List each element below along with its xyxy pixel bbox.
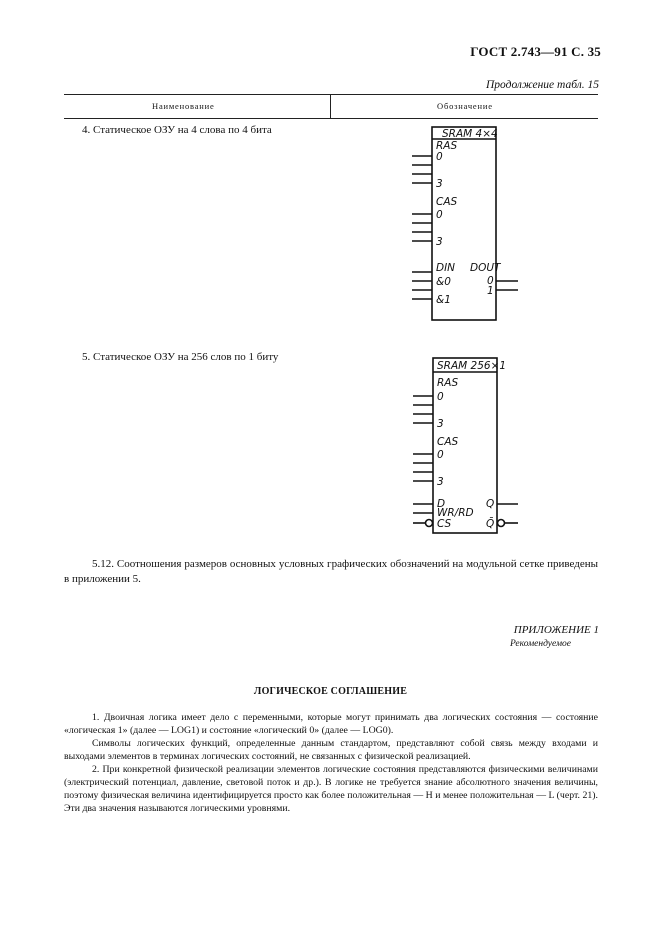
sram-256x1-ras-label: RAS — [437, 377, 459, 389]
sram-4x4-title: SRAM 4×4 — [442, 128, 498, 140]
sram-4x4-out0-label: 0 — [487, 275, 494, 287]
sram-256x1-cas-first: 0 — [437, 449, 444, 461]
sram-4x4-ras-first: 0 — [436, 151, 443, 163]
sram-4x4-cas-label: CAS — [436, 196, 458, 208]
sram-256x1-title: SRAM 256×1 — [437, 360, 507, 372]
table-continuation-label: Продолжение табл. 15 — [486, 79, 599, 91]
clause-5-12-text: 5.12. Соотношения размеров основных условных графических обозначений на модульной сетке приведены в приложении 5. — [64, 558, 598, 585]
sram-256x1-symbol — [400, 350, 530, 540]
sram-4x4-cas-last: 3 — [436, 236, 443, 248]
sram-256x1-ras-first: 0 — [437, 391, 444, 403]
sram-256x1-d-label: D — [437, 498, 446, 510]
sram-256x1-qbar-label: Q̄ — [486, 518, 495, 530]
table-row-name-5: 5. Статическое ОЗУ на 256 слов по 1 биту — [82, 351, 279, 363]
appendix-paragraph-1: 1. Двоичная логика имеет дело с переменными, которые могут принимать два логических состояния — состояние «логическая 1» (далее — LOG1) и состояние «логический 0» (далее — LOG0). — [64, 712, 598, 736]
sram-256x1-q-label: Q — [486, 498, 495, 510]
sram-4x4-ras-label: RAS — [436, 140, 458, 152]
appendix-paragraph-2: Символы логических функций, определенные данным стандартом, представляют собой связь между входами и выходами элементов в терминах логических состояний, не связанных с физической реализацией. — [64, 738, 598, 762]
sram-256x1-cas-last: 3 — [437, 476, 444, 488]
sram-4x4-out1-label: 1 — [487, 285, 494, 297]
appendix-body — [64, 711, 598, 815]
sram-256x1-ras-last: 3 — [437, 418, 444, 430]
appendix-paragraph-3: 2. При конкретной физической реализации элементов логические состояния представляются физическими величинами (электрический потенциал, давление, световой поток и др.). В логике не требуется знание абсолютного значения величины, поэтому физическая величина идентифицируется просто как более положительная — H и менее положительная — L (черт. 21). Эти два значения называются логическими уровнями. — [64, 764, 598, 814]
sram-4x4-symbol — [400, 118, 530, 328]
sram-256x1-wrrd-label: WR/RD — [437, 507, 474, 519]
page-reference: ГОСТ 2.743—91 С. 35 — [470, 44, 601, 59]
appendix-status: Рекомендуемое — [509, 639, 571, 649]
column-header-name: Наименование — [152, 101, 215, 111]
sram-4x4-and1-label: &1 — [436, 294, 451, 306]
table-top-rule — [64, 94, 598, 95]
sram-4x4-din-label: DIN — [436, 262, 456, 274]
sram-256x1-cs-label: CS — [437, 518, 452, 530]
sram-256x1-cas-label: CAS — [437, 436, 459, 448]
sram-4x4-cas-first: 0 — [436, 209, 443, 221]
appendix-label: ПРИЛОЖЕНИЕ 1 — [513, 624, 599, 636]
column-header-symbol: Обозначение — [437, 101, 493, 111]
table-row-name-4: 4. Статическое ОЗУ на 4 слова по 4 бита — [82, 124, 272, 136]
sram-4x4-and0-label: &0 — [436, 276, 451, 288]
clause-5-12 — [64, 557, 598, 587]
sram-4x4-ras-last: 3 — [436, 178, 443, 190]
column-divider — [330, 94, 331, 118]
section-title: ЛОГИЧЕСКОЕ СОГЛАШЕНИЕ — [253, 686, 408, 697]
sram-4x4-dout-label: DOUT — [470, 262, 501, 274]
